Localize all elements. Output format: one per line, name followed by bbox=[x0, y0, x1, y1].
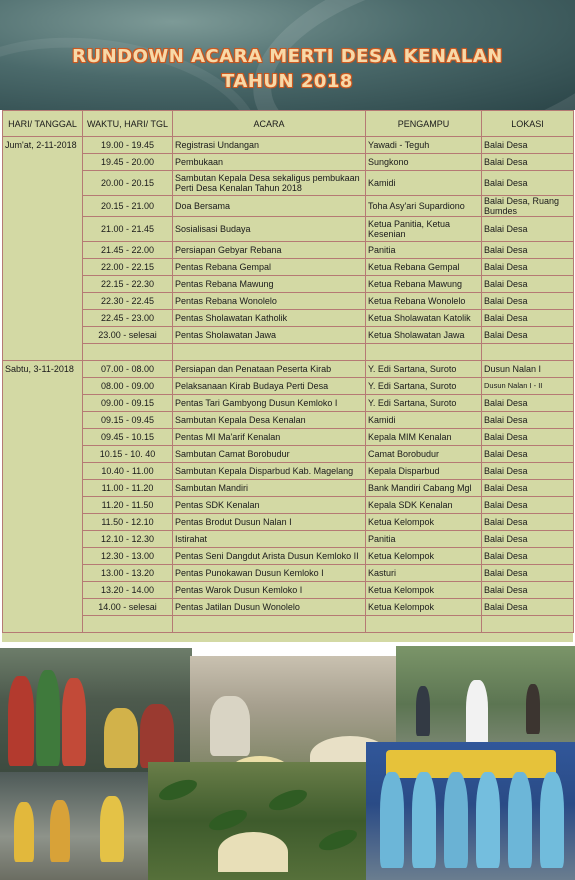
table-row bbox=[3, 565, 574, 582]
host-cell: Ketua Kelompok bbox=[366, 599, 482, 616]
event-cell: Istirahat bbox=[173, 531, 366, 548]
table-row bbox=[3, 463, 574, 480]
header-time: WAKTU, HARI/ TGL bbox=[83, 111, 173, 137]
location-cell: Balai Desa bbox=[482, 446, 574, 463]
table-row bbox=[3, 154, 574, 171]
time-cell: 13.00 - 13.20 bbox=[83, 565, 173, 582]
location-cell: Balai Desa bbox=[482, 217, 574, 242]
location-cell: Dusun Nalan I bbox=[482, 361, 574, 378]
event-cell: Pentas SDK Kenalan bbox=[173, 497, 366, 514]
event-cell: Pembukaan bbox=[173, 154, 366, 171]
empty-cell bbox=[366, 616, 482, 633]
event-cell: Pentas Jatilan Dusun Wonolelo bbox=[173, 599, 366, 616]
event-cell: Persiapan dan Penataan Peserta Kirab bbox=[173, 361, 366, 378]
location-cell: Balai Desa bbox=[482, 154, 574, 171]
table-spacer-row bbox=[3, 616, 574, 633]
time-cell: 14.00 - selesai bbox=[83, 599, 173, 616]
event-cell: Sambutan Camat Borobudur bbox=[173, 446, 366, 463]
host-cell: Ketua Rebana Mawung bbox=[366, 276, 482, 293]
event-cell: Pentas MI Ma'arif Kenalan bbox=[173, 429, 366, 446]
empty-cell bbox=[83, 616, 173, 633]
host-cell: Y. Edi Sartana, Suroto bbox=[366, 361, 482, 378]
event-cell: Pentas Rebana Wonolelo bbox=[173, 293, 366, 310]
host-cell: Ketua Kelompok bbox=[366, 582, 482, 599]
time-cell: 11.50 - 12.10 bbox=[83, 514, 173, 531]
time-cell: 12.30 - 13.00 bbox=[83, 548, 173, 565]
location-cell: Balai Desa bbox=[482, 582, 574, 599]
empty-cell bbox=[83, 344, 173, 361]
header-location: LOKASI bbox=[482, 111, 574, 137]
photo-warok-dancers bbox=[0, 648, 192, 776]
table-row bbox=[3, 514, 574, 531]
table-row bbox=[3, 412, 574, 429]
host-cell: Kepala Disparbud bbox=[366, 463, 482, 480]
empty-cell bbox=[482, 616, 574, 633]
table-row bbox=[3, 429, 574, 446]
table-row bbox=[3, 310, 574, 327]
location-cell: Dusun Nalan I - II bbox=[482, 378, 574, 395]
host-cell: Ketua Sholawatan Katolik bbox=[366, 310, 482, 327]
host-cell: Kepala MIM Kenalan bbox=[366, 429, 482, 446]
event-cell: Pentas Tari Gambyong Dusun Kemloko I bbox=[173, 395, 366, 412]
time-cell: 21.00 - 21.45 bbox=[83, 217, 173, 242]
location-cell: Balai Desa bbox=[482, 497, 574, 514]
host-cell: Y. Edi Sartana, Suroto bbox=[366, 395, 482, 412]
table-row bbox=[3, 582, 574, 599]
school-banner-image bbox=[386, 750, 556, 778]
table-row bbox=[3, 497, 574, 514]
time-cell: 09.45 - 10.15 bbox=[83, 429, 173, 446]
table-row bbox=[3, 137, 574, 154]
table-row bbox=[3, 242, 574, 259]
host-cell: Camat Borobudur bbox=[366, 446, 482, 463]
table-row bbox=[3, 217, 574, 242]
table-row bbox=[3, 599, 574, 616]
table-row bbox=[3, 480, 574, 497]
host-cell: Kepala SDK Kenalan bbox=[366, 497, 482, 514]
location-cell: Balai Desa bbox=[482, 514, 574, 531]
empty-cell bbox=[482, 344, 574, 361]
poster-title-year: TAHUN 2018 bbox=[222, 71, 353, 92]
event-cell: Sambutan Kepala Desa sekaligus pembukaan Perti Desa Kenalan Tahun 2018 bbox=[173, 171, 366, 196]
event-cell: Pentas Sholawatan Katholik bbox=[173, 310, 366, 327]
event-cell: Persiapan Gebyar Rebana bbox=[173, 242, 366, 259]
host-cell: Kamidi bbox=[366, 412, 482, 429]
location-cell: Balai Desa bbox=[482, 395, 574, 412]
time-cell: 13.20 - 14.00 bbox=[83, 582, 173, 599]
time-cell: 11.20 - 11.50 bbox=[83, 497, 173, 514]
event-cell: Pentas Punokawan Dusun Kemloko I bbox=[173, 565, 366, 582]
table-header-row bbox=[3, 111, 574, 137]
time-cell: 10.15 - 10. 40 bbox=[83, 446, 173, 463]
event-cell: Pelaksanaan Kirab Budaya Perti Desa bbox=[173, 378, 366, 395]
location-cell: Balai Desa bbox=[482, 310, 574, 327]
location-cell: Balai Desa bbox=[482, 259, 574, 276]
location-cell: Balai Desa bbox=[482, 480, 574, 497]
time-cell: 20.15 - 21.00 bbox=[83, 196, 173, 217]
host-cell: Panitia bbox=[366, 242, 482, 259]
time-cell: 09.00 - 09.15 bbox=[83, 395, 173, 412]
location-cell: Balai Desa bbox=[482, 599, 574, 616]
empty-cell bbox=[173, 344, 366, 361]
host-cell: Y. Edi Sartana, Suroto bbox=[366, 378, 482, 395]
time-cell: 08.00 - 09.00 bbox=[83, 378, 173, 395]
schedule-body bbox=[3, 137, 574, 633]
time-cell: 11.00 - 11.20 bbox=[83, 480, 173, 497]
time-cell: 22.45 - 23.00 bbox=[83, 310, 173, 327]
host-cell: Ketua Sholawatan Jawa bbox=[366, 327, 482, 344]
location-cell: Balai Desa, Ruang Bumdes bbox=[482, 196, 574, 217]
location-cell: Balai Desa bbox=[482, 327, 574, 344]
event-cell: Sosialisasi Budaya bbox=[173, 217, 366, 242]
time-cell: 07.00 - 08.00 bbox=[83, 361, 173, 378]
table-row bbox=[3, 293, 574, 310]
table-row bbox=[3, 531, 574, 548]
table-row bbox=[3, 548, 574, 565]
event-cell: Sambutan Kepala Disparbud Kab. Magelang bbox=[173, 463, 366, 480]
day-label: Sabtu, 3-11-2018 bbox=[3, 361, 83, 633]
event-cell: Pentas Rebana Gempal bbox=[173, 259, 366, 276]
location-cell: Balai Desa bbox=[482, 565, 574, 582]
photo-girls-choir bbox=[366, 742, 575, 880]
table-row bbox=[3, 171, 574, 196]
event-cell: Pentas Seni Dangdut Arista Dusun Kemloko II bbox=[173, 548, 366, 565]
host-cell: Toha Asy'ari Supardiono bbox=[366, 196, 482, 217]
location-cell: Balai Desa bbox=[482, 293, 574, 310]
event-cell: Sambutan Kepala Desa Kenalan bbox=[173, 412, 366, 429]
time-cell: 20.00 - 20.15 bbox=[83, 171, 173, 196]
location-cell: Balai Desa bbox=[482, 137, 574, 154]
schedule-table-container bbox=[2, 110, 573, 642]
photo-gambyong-dancers bbox=[0, 772, 150, 880]
location-cell: Balai Desa bbox=[482, 171, 574, 196]
time-cell: 22.30 - 22.45 bbox=[83, 293, 173, 310]
host-cell: Panitia bbox=[366, 531, 482, 548]
time-cell: 23.00 - selesai bbox=[83, 327, 173, 344]
time-cell: 22.00 - 22.15 bbox=[83, 259, 173, 276]
table-row bbox=[3, 259, 574, 276]
time-cell: 19.00 - 19.45 bbox=[83, 137, 173, 154]
host-cell: Ketua Rebana Wonolelo bbox=[366, 293, 482, 310]
time-cell: 22.15 - 22.30 bbox=[83, 276, 173, 293]
event-cell: Pentas Sholawatan Jawa bbox=[173, 327, 366, 344]
location-cell: Balai Desa bbox=[482, 531, 574, 548]
day-label: Jum'at, 2-11-2018 bbox=[3, 137, 83, 361]
header-host: PENGAMPU bbox=[366, 111, 482, 137]
event-cell: Pentas Rebana Mawung bbox=[173, 276, 366, 293]
event-cell: Doa Bersama bbox=[173, 196, 366, 217]
time-cell: 09.15 - 09.45 bbox=[83, 412, 173, 429]
poster-title: RUNDOWN ACARA MERTI DESA KENALAN bbox=[72, 46, 503, 67]
schedule-table bbox=[2, 110, 574, 633]
photo-collage bbox=[0, 642, 575, 880]
host-cell: Bank Mandiri Cabang Mgl bbox=[366, 480, 482, 497]
table-row bbox=[3, 395, 574, 412]
time-cell: 21.45 - 22.00 bbox=[83, 242, 173, 259]
time-cell: 10.40 - 11.00 bbox=[83, 463, 173, 480]
event-cell: Pentas Warok Dusun Kemloko I bbox=[173, 582, 366, 599]
table-row bbox=[3, 196, 574, 217]
host-cell: Ketua Rebana Gempal bbox=[366, 259, 482, 276]
header-day: HARI/ TANGGAL bbox=[3, 111, 83, 137]
location-cell: Balai Desa bbox=[482, 463, 574, 480]
photo-tumpeng-offerings bbox=[148, 762, 368, 880]
table-row bbox=[3, 361, 574, 378]
host-cell: Ketua Kelompok bbox=[366, 514, 482, 531]
table-row bbox=[3, 378, 574, 395]
host-cell: Kamidi bbox=[366, 171, 482, 196]
table-row bbox=[3, 276, 574, 293]
time-cell: 12.10 - 12.30 bbox=[83, 531, 173, 548]
time-cell: 19.45 - 20.00 bbox=[83, 154, 173, 171]
location-cell: Balai Desa bbox=[482, 276, 574, 293]
host-cell: Ketua Kelompok bbox=[366, 548, 482, 565]
table-spacer-row bbox=[3, 344, 574, 361]
event-cell: Pentas Brodut Dusun Nalan I bbox=[173, 514, 366, 531]
host-cell: Sungkono bbox=[366, 154, 482, 171]
empty-cell bbox=[173, 616, 366, 633]
host-cell: Yawadi - Teguh bbox=[366, 137, 482, 154]
host-cell: Kasturi bbox=[366, 565, 482, 582]
location-cell: Balai Desa bbox=[482, 242, 574, 259]
event-cell: Registrasi Undangan bbox=[173, 137, 366, 154]
location-cell: Balai Desa bbox=[482, 429, 574, 446]
empty-cell bbox=[366, 344, 482, 361]
host-cell: Ketua Panitia, Ketua Kesenian bbox=[366, 217, 482, 242]
location-cell: Balai Desa bbox=[482, 548, 574, 565]
table-row bbox=[3, 446, 574, 463]
event-cell: Sambutan Mandiri bbox=[173, 480, 366, 497]
location-cell: Balai Desa bbox=[482, 412, 574, 429]
poster-header bbox=[0, 0, 575, 110]
header-event: ACARA bbox=[173, 111, 366, 137]
table-row bbox=[3, 327, 574, 344]
